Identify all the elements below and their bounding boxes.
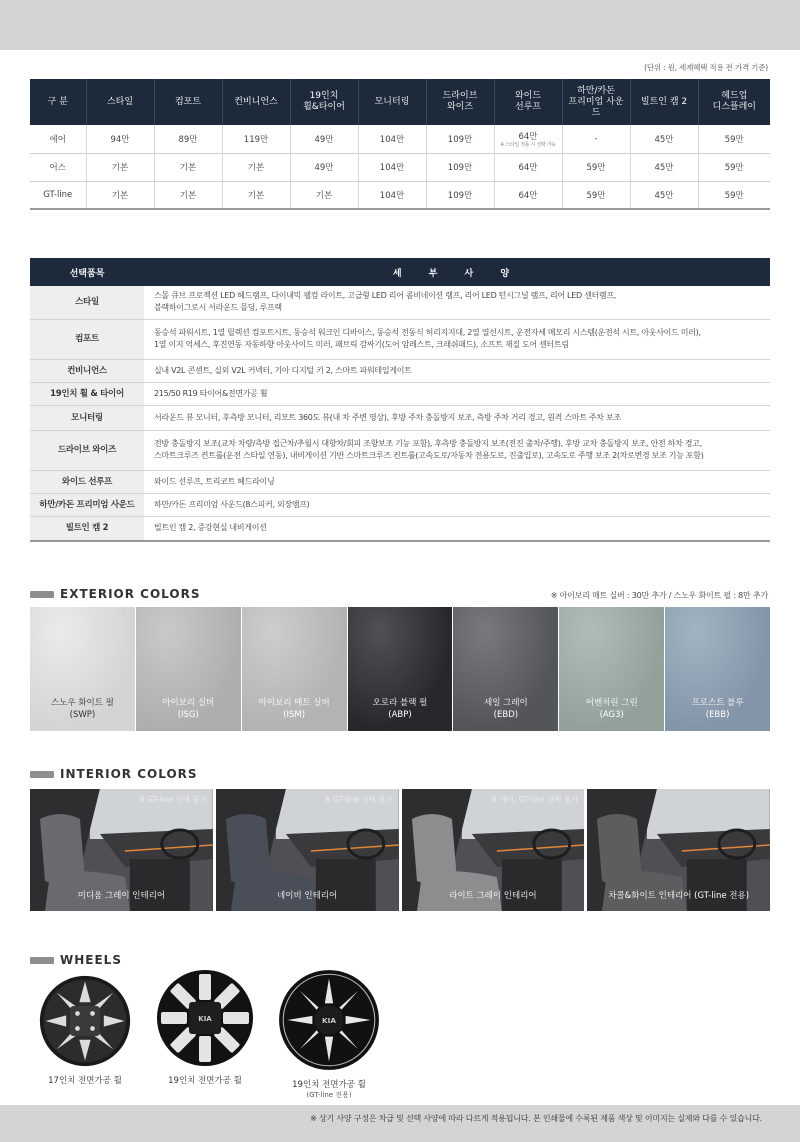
swatch-label (136, 697, 241, 721)
color-swatch (665, 607, 770, 731)
option-name: 스타일 (30, 286, 144, 319)
swatch-label (30, 697, 135, 721)
option-desc (144, 430, 770, 470)
exterior-swatches (30, 607, 770, 731)
interior-availability-note: ※ GT-line 선택 불가 (324, 795, 393, 804)
price-cell: 기본 (154, 181, 222, 209)
bottom-band (0, 1105, 800, 1142)
exterior-title: EXTERIOR COLORS (60, 587, 201, 601)
desc-line: 전방 충돌방지 보조(교차 차량/측방 접근차/추월시 대향차/회피 조향보조 기능 포함), 후측방 충돌방지 보조(전진 출차/주행), 후방 교차 충돌방지 보조, 안전 하차 경고, (154, 439, 702, 448)
price-cell: 49만 (290, 125, 358, 153)
price-cell: 104만 (358, 153, 426, 181)
exterior-note: ※ 아이보리 매트 실버 : 30만 추가 / 스노우 화이트 펄 : 8만 추가 (550, 591, 768, 600)
wheel-item (38, 974, 132, 1087)
col-header (358, 79, 426, 125)
color-name: 세일 그레이 (483, 698, 528, 708)
color-name: 아이보리 실버 (162, 698, 215, 708)
interior-section-header (30, 767, 198, 781)
col-header (222, 79, 290, 125)
table-row (30, 516, 770, 541)
section-marker (30, 771, 54, 778)
col-header (562, 79, 630, 125)
wheel-item (155, 968, 255, 1087)
svg-text:KIA: KIA (322, 1016, 336, 1026)
option-desc (144, 319, 770, 359)
price-cell: 59만 (698, 181, 770, 209)
price-cell: 109만 (426, 153, 494, 181)
table-row (30, 286, 770, 319)
col-header (290, 79, 358, 125)
header-option-name: 선택품목 (30, 258, 144, 286)
desc-line: 서라운드 뷰 모니터, 후측방 모니터, 리모트 360도 뷰(내 차 주변 영상), 후방 주차 충돌방지 보조, 측방 주차 거리 경고, 원격 스마트 주차 보조 (154, 412, 621, 422)
price-cell: 기본 (290, 181, 358, 209)
color-swatch (136, 607, 241, 731)
col-header (154, 79, 222, 125)
color-name: 아이보리 매트 실버 (258, 698, 330, 708)
option-name: 19인치 휠 & 타이어 (30, 382, 144, 405)
desc-line: 실내 V2L 콘센트, 실외 V2L 커넥터, 기아 디지털 키 2, 스마트 파워테일게이트 (154, 365, 412, 375)
table-row (30, 382, 770, 405)
option-desc (144, 405, 770, 430)
swatch-label (348, 697, 453, 721)
wheel-name: 19인치 전면가공 휠 (168, 1076, 242, 1086)
table-row (30, 470, 770, 493)
col-header-label: 컨비니언스 (234, 96, 278, 107)
col-header-label: 19인치 휠&타이어 (303, 91, 345, 112)
price-cell: 45만 (630, 125, 698, 153)
table-row (30, 125, 770, 153)
table-row (30, 153, 770, 181)
price-cell: 49만 (290, 153, 358, 181)
color-swatch (559, 607, 664, 731)
option-name: 컨비니언스 (30, 359, 144, 382)
col-header-label: 빌트인 캠 2 (640, 96, 688, 107)
desc-line: 동승석 파워시트, 1열 릴렉션 컴포트시트, 동승석 워크인 디바이스, 동승석 전동식 허리지지대, 2열 열선시트, 운전자세 메모리 시스템(운전석 시트, 아웃사이드 미러), (154, 328, 701, 337)
table-row (30, 430, 770, 470)
color-name: 오로라 블랙 펄 (372, 698, 428, 708)
option-name: 컴포트 (30, 319, 144, 359)
top-band (0, 0, 800, 50)
price-cell: 45만 (630, 181, 698, 209)
interior-name: 네이비 인테리어 (277, 891, 338, 901)
section-marker (30, 591, 54, 598)
price-cell: 104만 (358, 181, 426, 209)
swatch-label (453, 697, 558, 721)
option-name: 와이드 선루프 (30, 470, 144, 493)
price-cell (494, 125, 562, 153)
wheels-section-header (30, 953, 122, 967)
desc-line: 하만/카돈 프리미엄 사운드(8스피커, 외장앰프) (154, 499, 310, 509)
price-cell: 45만 (630, 153, 698, 181)
sunroof-note: ※ 스타일 적용 시 선택 가능 (500, 141, 556, 148)
wheel-name: 17인치 전면가공 휠 (48, 1076, 122, 1086)
color-name: 스노우 화이트 펄 (50, 698, 114, 708)
price-cell: 119만 (222, 125, 290, 153)
color-swatch (348, 607, 453, 731)
option-name: 드라이브 와이즈 (30, 430, 144, 470)
desc-line: 스마트크루즈 컨트롤(운전 스타일 연동), 내비게이션 기반 스마트크루즈 컨트롤(고속도로/자동차 전용도로, 진출입로), 고속도로 주행 보조 2(차로변경 보조 기능 포함) (154, 451, 704, 460)
svg-text:KIA: KIA (198, 1015, 212, 1023)
option-price-table (30, 79, 770, 210)
option-desc (144, 382, 770, 405)
desc-line: 215/50 R19 타이어&전면가공 휠 (154, 388, 268, 398)
interior-photo (30, 789, 213, 911)
col-header-label: 드라이브 와이즈 (442, 91, 478, 112)
unit-note: (단위 : 원, 세제혜택 적용 전 가격 기준) (644, 63, 768, 72)
color-swatch (30, 607, 135, 731)
color-code: (ISM) (283, 710, 306, 720)
col-header (698, 79, 770, 125)
desc-line: 블랙하이그로시 서라운드 몰딩, 루프랙 (154, 303, 282, 313)
price-cell: 64만 (494, 153, 562, 181)
price-cell: 64만 (494, 181, 562, 209)
detail-table-header (30, 258, 770, 286)
color-swatch (453, 607, 558, 731)
wheel-19-gtline-icon (277, 968, 381, 1072)
price-cell: 59만 (562, 181, 630, 209)
interior-name: 라이트 그레이 인테리어 (449, 891, 537, 901)
price-table-header (30, 79, 770, 125)
header-detail: 세 부 사 양 (144, 258, 770, 286)
price-cell: 기본 (86, 153, 154, 181)
col-header (426, 79, 494, 125)
color-name: 프로스트 블루 (691, 698, 744, 708)
interior-availability-note: ※ GT-line 선택 불가 (138, 795, 207, 804)
col-header-label: 컴포트 (174, 96, 202, 107)
interior-photo (402, 789, 585, 911)
table-row (30, 181, 770, 209)
desc-line: 스몰 큐브 프로젝션 LED 헤드램프, 다이내믹 웰컴 라이트, 고급형 LED 리어 콤비네이션 램프, 리어 LED 턴시그널 램프, 리어 LED 센터램프, (154, 291, 617, 301)
color-name: 어벤처린 그린 (585, 698, 638, 708)
price-cell: 109만 (426, 181, 494, 209)
option-desc (144, 359, 770, 382)
col-header-label: 와이드 선루프 (514, 91, 542, 112)
wheel-17-icon (38, 974, 132, 1068)
option-desc (144, 470, 770, 493)
color-code: (AG3) (599, 710, 624, 720)
col-header-label: 헤드업 디스플레이 (712, 91, 756, 112)
col-header (30, 79, 86, 125)
price-cell: 기본 (86, 181, 154, 209)
trim-name: 어스 (30, 153, 86, 181)
table-row (30, 359, 770, 382)
interior-photo (587, 789, 770, 911)
option-detail-table (30, 258, 770, 542)
interior-images (30, 789, 770, 911)
option-desc (144, 286, 770, 319)
table-row (30, 319, 770, 359)
price-cell: 기본 (222, 153, 290, 181)
option-name: 모니터링 (30, 405, 144, 430)
col-header-label: 스타일 (106, 96, 134, 107)
swatch-label (242, 697, 347, 721)
wheel-sub: (GT-line 전용) (306, 1091, 352, 1099)
price-cell: 59만 (698, 153, 770, 181)
interior-name: 차콜&화이트 인테리어 (GT-line 전용) (608, 891, 750, 901)
color-swatch (242, 607, 347, 731)
wheel-item (277, 968, 381, 1100)
color-code: (SWP) (69, 710, 96, 720)
color-code: (EBB) (705, 710, 730, 720)
footer-note: ※ 상기 사양 구성은 차급 및 선택 사양에 따라 다르게 적용됩니다. 본 인쇄물에 수록된 제품 색상 및 이미지는 실제와 다를 수 있습니다. (310, 1114, 762, 1123)
price-cell: 59만 (562, 153, 630, 181)
option-desc (144, 516, 770, 541)
col-header (494, 79, 562, 125)
price-cell: 기본 (222, 181, 290, 209)
color-code: (ISG) (177, 710, 199, 720)
wheel-name: 19인치 전면가공 휠 (292, 1080, 366, 1090)
interior-title: INTERIOR COLORS (60, 767, 198, 781)
col-header-label: 구 분 (47, 96, 68, 107)
swatch-label (665, 697, 770, 721)
option-name: 빌트인 캠 2 (30, 516, 144, 541)
exterior-section-header (30, 587, 200, 601)
col-header-label: 하만/카돈 프리미엄 사운드 (568, 85, 624, 118)
price-cell: 94만 (86, 125, 154, 153)
color-code: (EBD) (493, 710, 519, 720)
price-cell: 59만 (698, 125, 770, 153)
desc-line: 1열 이지 억세스, 후진연동 자동하향 아웃사이드 미러, 패브릭 감싸기(도어 암레스트, 크래쉬패드), 소프트 재질 도어 센터트림 (154, 340, 569, 349)
interior-photo (216, 789, 399, 911)
price-cell: - (562, 125, 630, 153)
option-name: 하만/카돈 프리미엄 사운드 (30, 493, 144, 516)
swatch-label (559, 697, 664, 721)
wheel-19-icon (155, 968, 255, 1068)
interior-availability-note: ※ 에어, GT-line 선택 불가 (490, 795, 579, 804)
price-cell: 89만 (154, 125, 222, 153)
interior-name: 미디움 그레이 인테리어 (77, 891, 166, 901)
trim-name: GT-line (30, 181, 86, 209)
col-header (86, 79, 154, 125)
section-marker (30, 957, 54, 964)
price-cell: 기본 (154, 153, 222, 181)
col-header-label: 모니터링 (374, 96, 410, 107)
price-value: 64만 (518, 131, 538, 142)
option-desc (144, 493, 770, 516)
price-cell: 109만 (426, 125, 494, 153)
color-code: (ABP) (388, 710, 412, 720)
price-cell: 104만 (358, 125, 426, 153)
table-row (30, 405, 770, 430)
desc-line: 빌트인 캠 2, 증강현실 내비게이션 (154, 523, 267, 533)
wheels-title: WHEELS (60, 953, 122, 967)
table-row (30, 493, 770, 516)
trim-name: 에어 (30, 125, 86, 153)
col-header (630, 79, 698, 125)
desc-line: 와이드 선루프, 트리코트 헤드라이닝 (154, 476, 275, 486)
